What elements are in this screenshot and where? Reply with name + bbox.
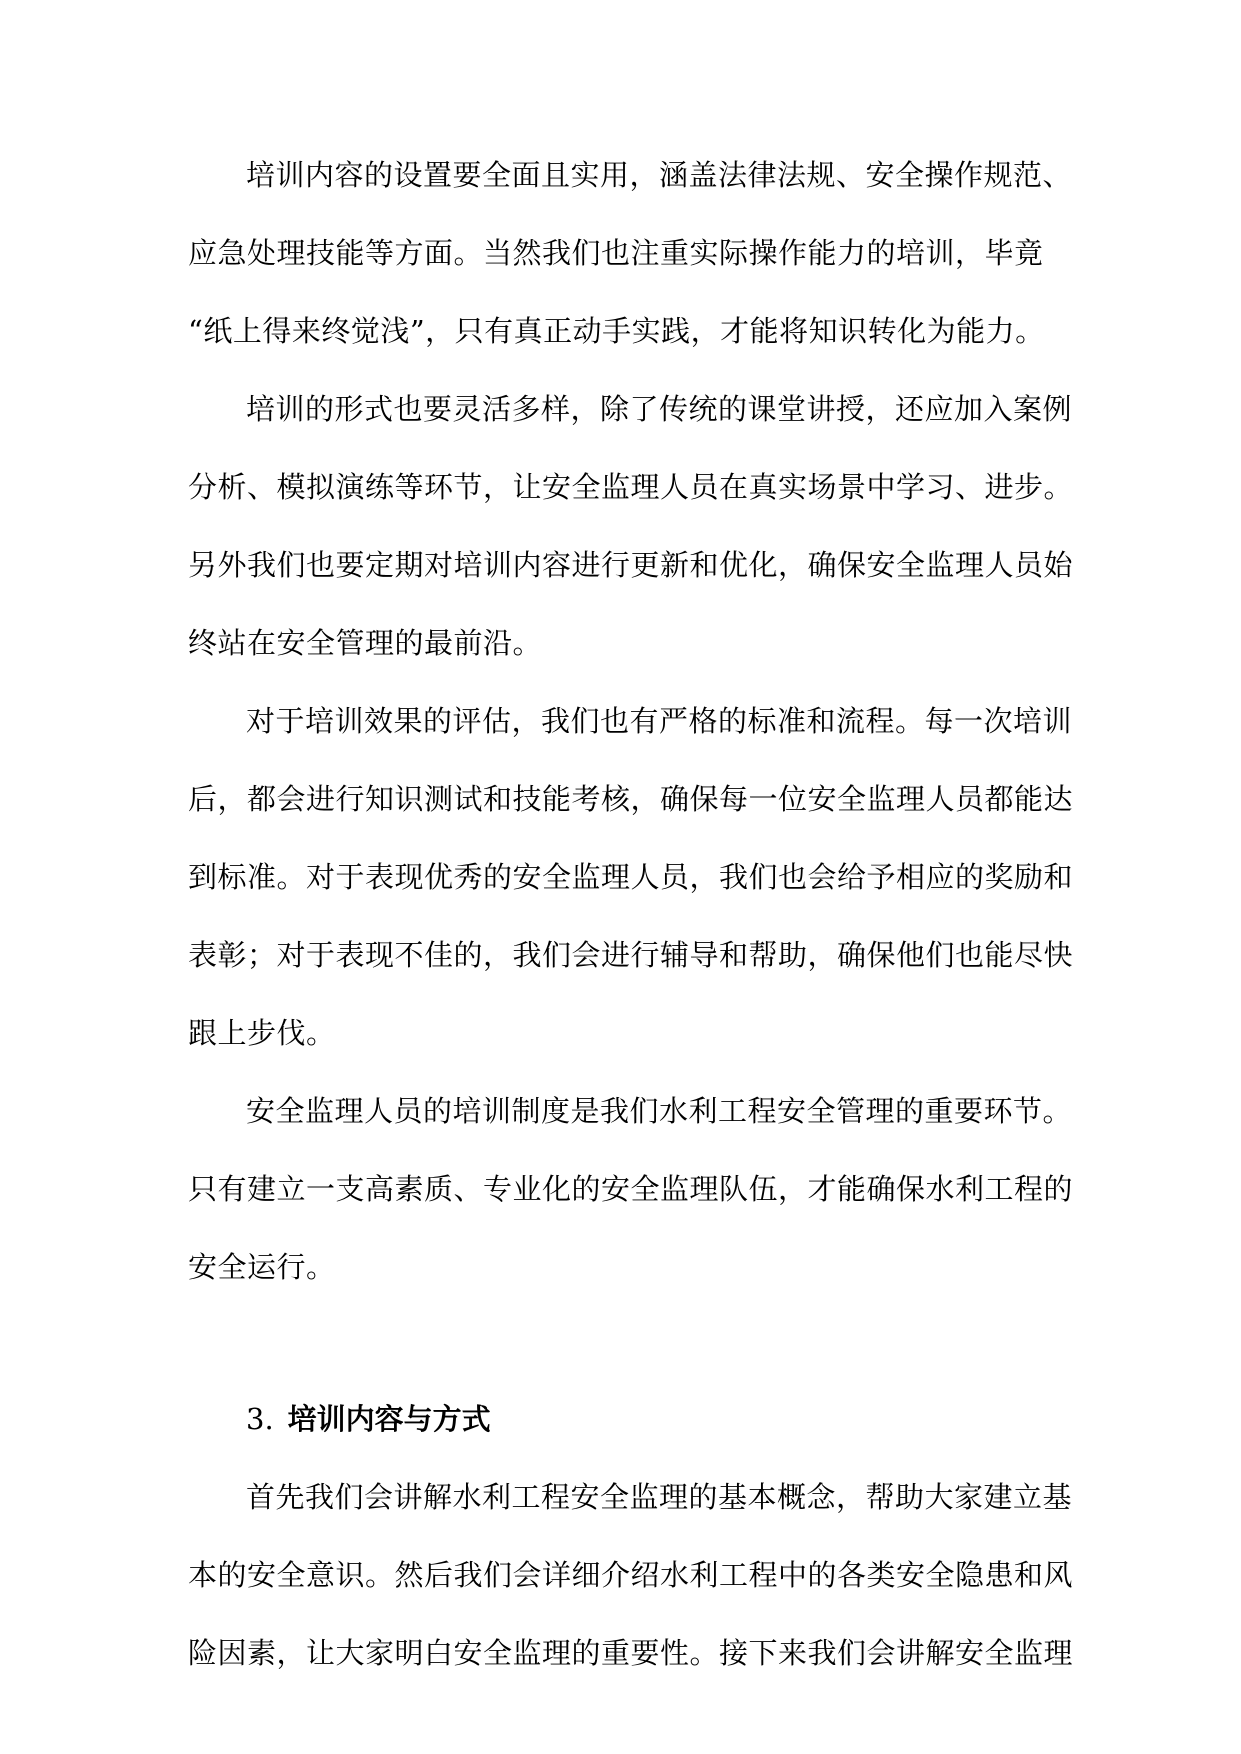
text-line: 培训内容的设置要全面且实用，涵盖法律法规、安全操作规范、	[246, 158, 1073, 192]
text-line: 首先我们会讲解水利工程安全监理的基本概念，帮助大家建立基	[246, 1480, 1073, 1514]
text-line: 安全监理人员的培训制度是我们水利工程安全管理的重要环节。	[246, 1094, 1073, 1128]
section-spacer	[188, 1306, 1060, 1380]
paragraph-training-system	[188, 1072, 1074, 1306]
text-line: 分析、模拟演练等环节，让安全监理人员在真实场景中学习、进步。	[188, 470, 1074, 504]
text-line: 险因素，让大家明白安全监理的重要性。接下来我们会讲解安全监理	[188, 1636, 1074, 1670]
text-line: 安全运行。	[188, 1250, 336, 1284]
text-line: 后，都会进行知识测试和技能考核，确保每一位安全监理人员都能达	[188, 782, 1074, 816]
paragraph-training-evaluation	[188, 682, 1074, 1072]
text-line: 培训的形式也要灵活多样，除了传统的课堂讲授，还应加入案例	[246, 392, 1073, 426]
document-body	[188, 136, 1074, 1692]
section-heading	[188, 1380, 1060, 1458]
paragraph-training-content	[188, 136, 1073, 370]
section-number: 3.	[246, 1402, 274, 1436]
text-line: 另外我们也要定期对培训内容进行更新和优化，确保安全监理人员始	[188, 548, 1074, 582]
paragraph-section-intro	[188, 1458, 1074, 1692]
text-line: 只有建立一支高素质、专业化的安全监理队伍，才能确保水利工程的	[188, 1172, 1074, 1206]
text-line: 对于培训效果的评估，我们也有严格的标准和流程。每一次培训	[246, 704, 1073, 738]
text-line: “纸上得来终觉浅”，只有真正动手实践，才能将知识转化为能力。	[188, 314, 1045, 348]
text-line: 表彰；对于表现不佳的，我们会进行辅导和帮助，确保他们也能尽快	[188, 938, 1074, 972]
paragraph-training-format	[188, 370, 1074, 682]
text-line: 到标准。对于表现优秀的安全监理人员，我们也会给予相应的奖励和	[188, 860, 1074, 894]
text-line: 跟上步伐。	[188, 1016, 336, 1050]
section-title: 培训内容与方式	[287, 1402, 491, 1436]
text-line: 本的安全意识。然后我们会详细介绍水利工程中的各类安全隐患和风	[188, 1558, 1074, 1592]
text-line: 终站在安全管理的最前沿。	[188, 626, 543, 660]
text-line: 应急处理技能等方面。当然我们也注重实际操作能力的培训，毕竟	[188, 236, 1044, 270]
